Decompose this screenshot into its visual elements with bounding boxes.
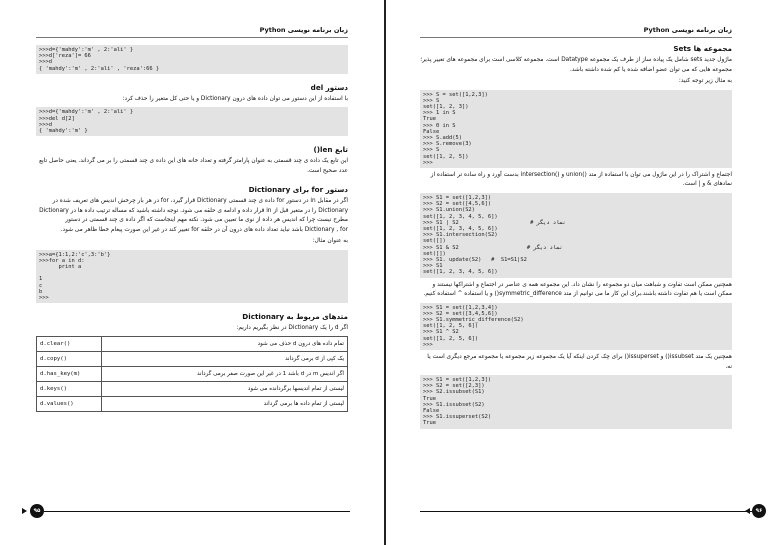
section-heading-for: دستور for برای Dictionary xyxy=(248,185,348,195)
paragraph: به مثال زیر توجه کنید: xyxy=(678,78,732,84)
method-name-cell: d.clear() xyxy=(37,336,102,351)
code-block: >>> S1 = set([1,2,3,4]) >>> S2 = set([3,4,5,6]) >>> S1.symmetric_difference(S2) set([1, 2, 5, 6]) >>> S1 ^ S2 set([1, 2, 5, 6]) >>> xyxy=(420,303,732,350)
running-header xyxy=(36,26,348,38)
code-block: >>>d={'mahdy':'m' , 2:'ali' } >>>del d[2] >>>d { 'mahdy':'m' } xyxy=(36,107,348,136)
section-heading-del: دستور del xyxy=(310,82,348,92)
paragraph: اگر d را یک Dictionary در نظر بگیریم داریم: xyxy=(236,325,348,332)
method-description-cell: یک کپی از d برمی گرداند xyxy=(102,351,348,366)
section-heading-methods: متدهای مربوط به Dictionary xyxy=(242,312,348,322)
code-block: >>>a={1:1,2:'c',3:'b'} >>>for a in d: print a 1 c b >>> xyxy=(36,250,348,304)
running-header xyxy=(420,26,732,38)
section-heading-sets: مجموعه ها Sets xyxy=(673,44,732,53)
paragraph: همچنین یک متد issubset() و issuperset() برای چک کردن اینکه آیا یک مجموعه زیر مجموعه یا مجموعه مرجع دیگری است یا نه. xyxy=(427,354,732,370)
paragraph: همچنین ممکن است تفاوت و شباهت میان دو مجموعه را نشان داد. این مجموعه همه ی عناصر در اجتماع و اشتراکها نیستند و ممکن است یا هم تفاوت داشته باشند.برای این کار ما می توانیم از متد symmetric_difference() و یا استفاده ^ استفاده کنیم. xyxy=(423,281,732,298)
paragraph: اجتماع و اشتراک را در این ماژول می توان با استفاده از متد ()union و ()intersection بدست آورد و راه ساده تر استفاده از نمادهای & و | است. xyxy=(430,171,732,188)
page-number: ۹۶ xyxy=(752,504,766,518)
section-heading-len: تابع len() xyxy=(313,145,348,155)
header-title: زبان برنامه نویسی Python xyxy=(259,26,348,34)
method-description-cell: تمام داده های درون d حذف می شود xyxy=(102,336,348,351)
paragraph: اگر در مقابل in در دستور for داده ی چند قسمتی Dictionary قرار گیرد، for در هر بار چرخش اندیس های تعریف شده در Dictionary را در متغیر قبل از in قرار داده و ادامه ی حلقه می شود. توجه داشته باشید که مساله ترتیب داده ها در Dictionary مطرح نیست چرا که اندیس هر داده از نوی ما تعیین می شود. نکته مهم اینجاست که اگر داده ی چند قسمتی در دستور Dictionary , for باشد نباید تعداد داده های درون آن در حلقه for تغییر کند در غیر این صورت پیغام خطا ظاهر می شود. xyxy=(39,198,348,233)
footer-rule xyxy=(44,511,350,512)
page-gutter xyxy=(384,0,386,545)
left-page-content xyxy=(36,42,348,412)
table-row xyxy=(37,336,348,351)
page-number: ۹۵ xyxy=(30,504,44,518)
code-block: >>>d={'mahdy':'m' , 2:'ali' } >>>d['reza']= 66 >>>d { 'mahdy':'m' , 2:'ali' , 'reza':66 } xyxy=(36,45,348,74)
example-label: به عنوان مثال: xyxy=(312,238,348,245)
left-page xyxy=(8,8,376,536)
method-description-cell: اگر اندیس m در d باشد 1 در غیر این صورت صفر برمی گرداند xyxy=(102,366,348,381)
footer-rule xyxy=(420,511,752,512)
method-name-cell: d.has_key(m) xyxy=(37,366,102,381)
code-block: >>> S1 = set([1,2,3]) >>> S2 = set([4,5,6]) >>> S1.union(S2) set([1, 2, 3, 4, 5, 6]) >>> S1 | S2 # نماد دیگر set([1, 2, 3, 4, 5, 6]) >>> S1.intersection(S2) set([]) >>> S1 & S2 # نماد دیگر set([]) >>> S1. update(S2) # S1=S1|S2 >>> S1 set([1, 2, 3, 4, 5, 6]) xyxy=(420,193,732,278)
code-block: >>> S = set([1,2,3]) >>> S set([1, 2, 3]) >>> 1 in S True >>> 0 in S False >>> S.add(5) >>> S.remove(3) >>> S set([1, 2, 5]) >>> xyxy=(420,90,732,168)
page-marker-arrow-icon xyxy=(22,508,27,514)
code-block: >>> S1 = set([1,2,3]) >>> S2 = set([2,3]) >>> S2.issubset(S1) True >>> S1.issubset(S2) False >>> S1.issuperset(S2) True xyxy=(420,375,732,429)
methods-table xyxy=(36,336,348,412)
paragraph: این تابع یک داده ی چند قسمتی به عنوان پارامتر گرفته و تعداد خانه های این داده ی چند قسمتی را بر می گرداند. یعنی حاصل تابع عدد صحیح است. xyxy=(39,158,348,174)
header-title: زبان برنامه نویسی Python xyxy=(643,26,732,34)
table-row xyxy=(37,351,348,366)
method-name-cell: d.copy() xyxy=(37,351,102,366)
table-row xyxy=(37,396,348,411)
paragraph: ماژول جدید sets شامل یک پیاده ساز از طرف یک مجموعه Datatype است. مجموعه کلاسی است برای مجموعه های تغییر پذیر؛ مجموعه هایی که می توان عضو اضافه شده یا کم شده داشته باشد. xyxy=(420,57,732,73)
method-description-cell: لیستی از تمام داده ها برمی گرداند xyxy=(102,396,348,411)
table-row xyxy=(37,366,348,381)
method-description-cell: لیستی از تمام اندیسها برگردانده می شود xyxy=(102,381,348,396)
right-page xyxy=(392,8,763,536)
table-row xyxy=(37,381,348,396)
paragraph: با استفاده از این دستور می توان داده های درون Dictionary و یا حتی کل متغیر را حذف کرد: xyxy=(122,95,348,102)
right-page-content xyxy=(420,42,732,432)
method-name-cell: d.keys() xyxy=(37,381,102,396)
method-name-cell: d.values() xyxy=(37,396,102,411)
